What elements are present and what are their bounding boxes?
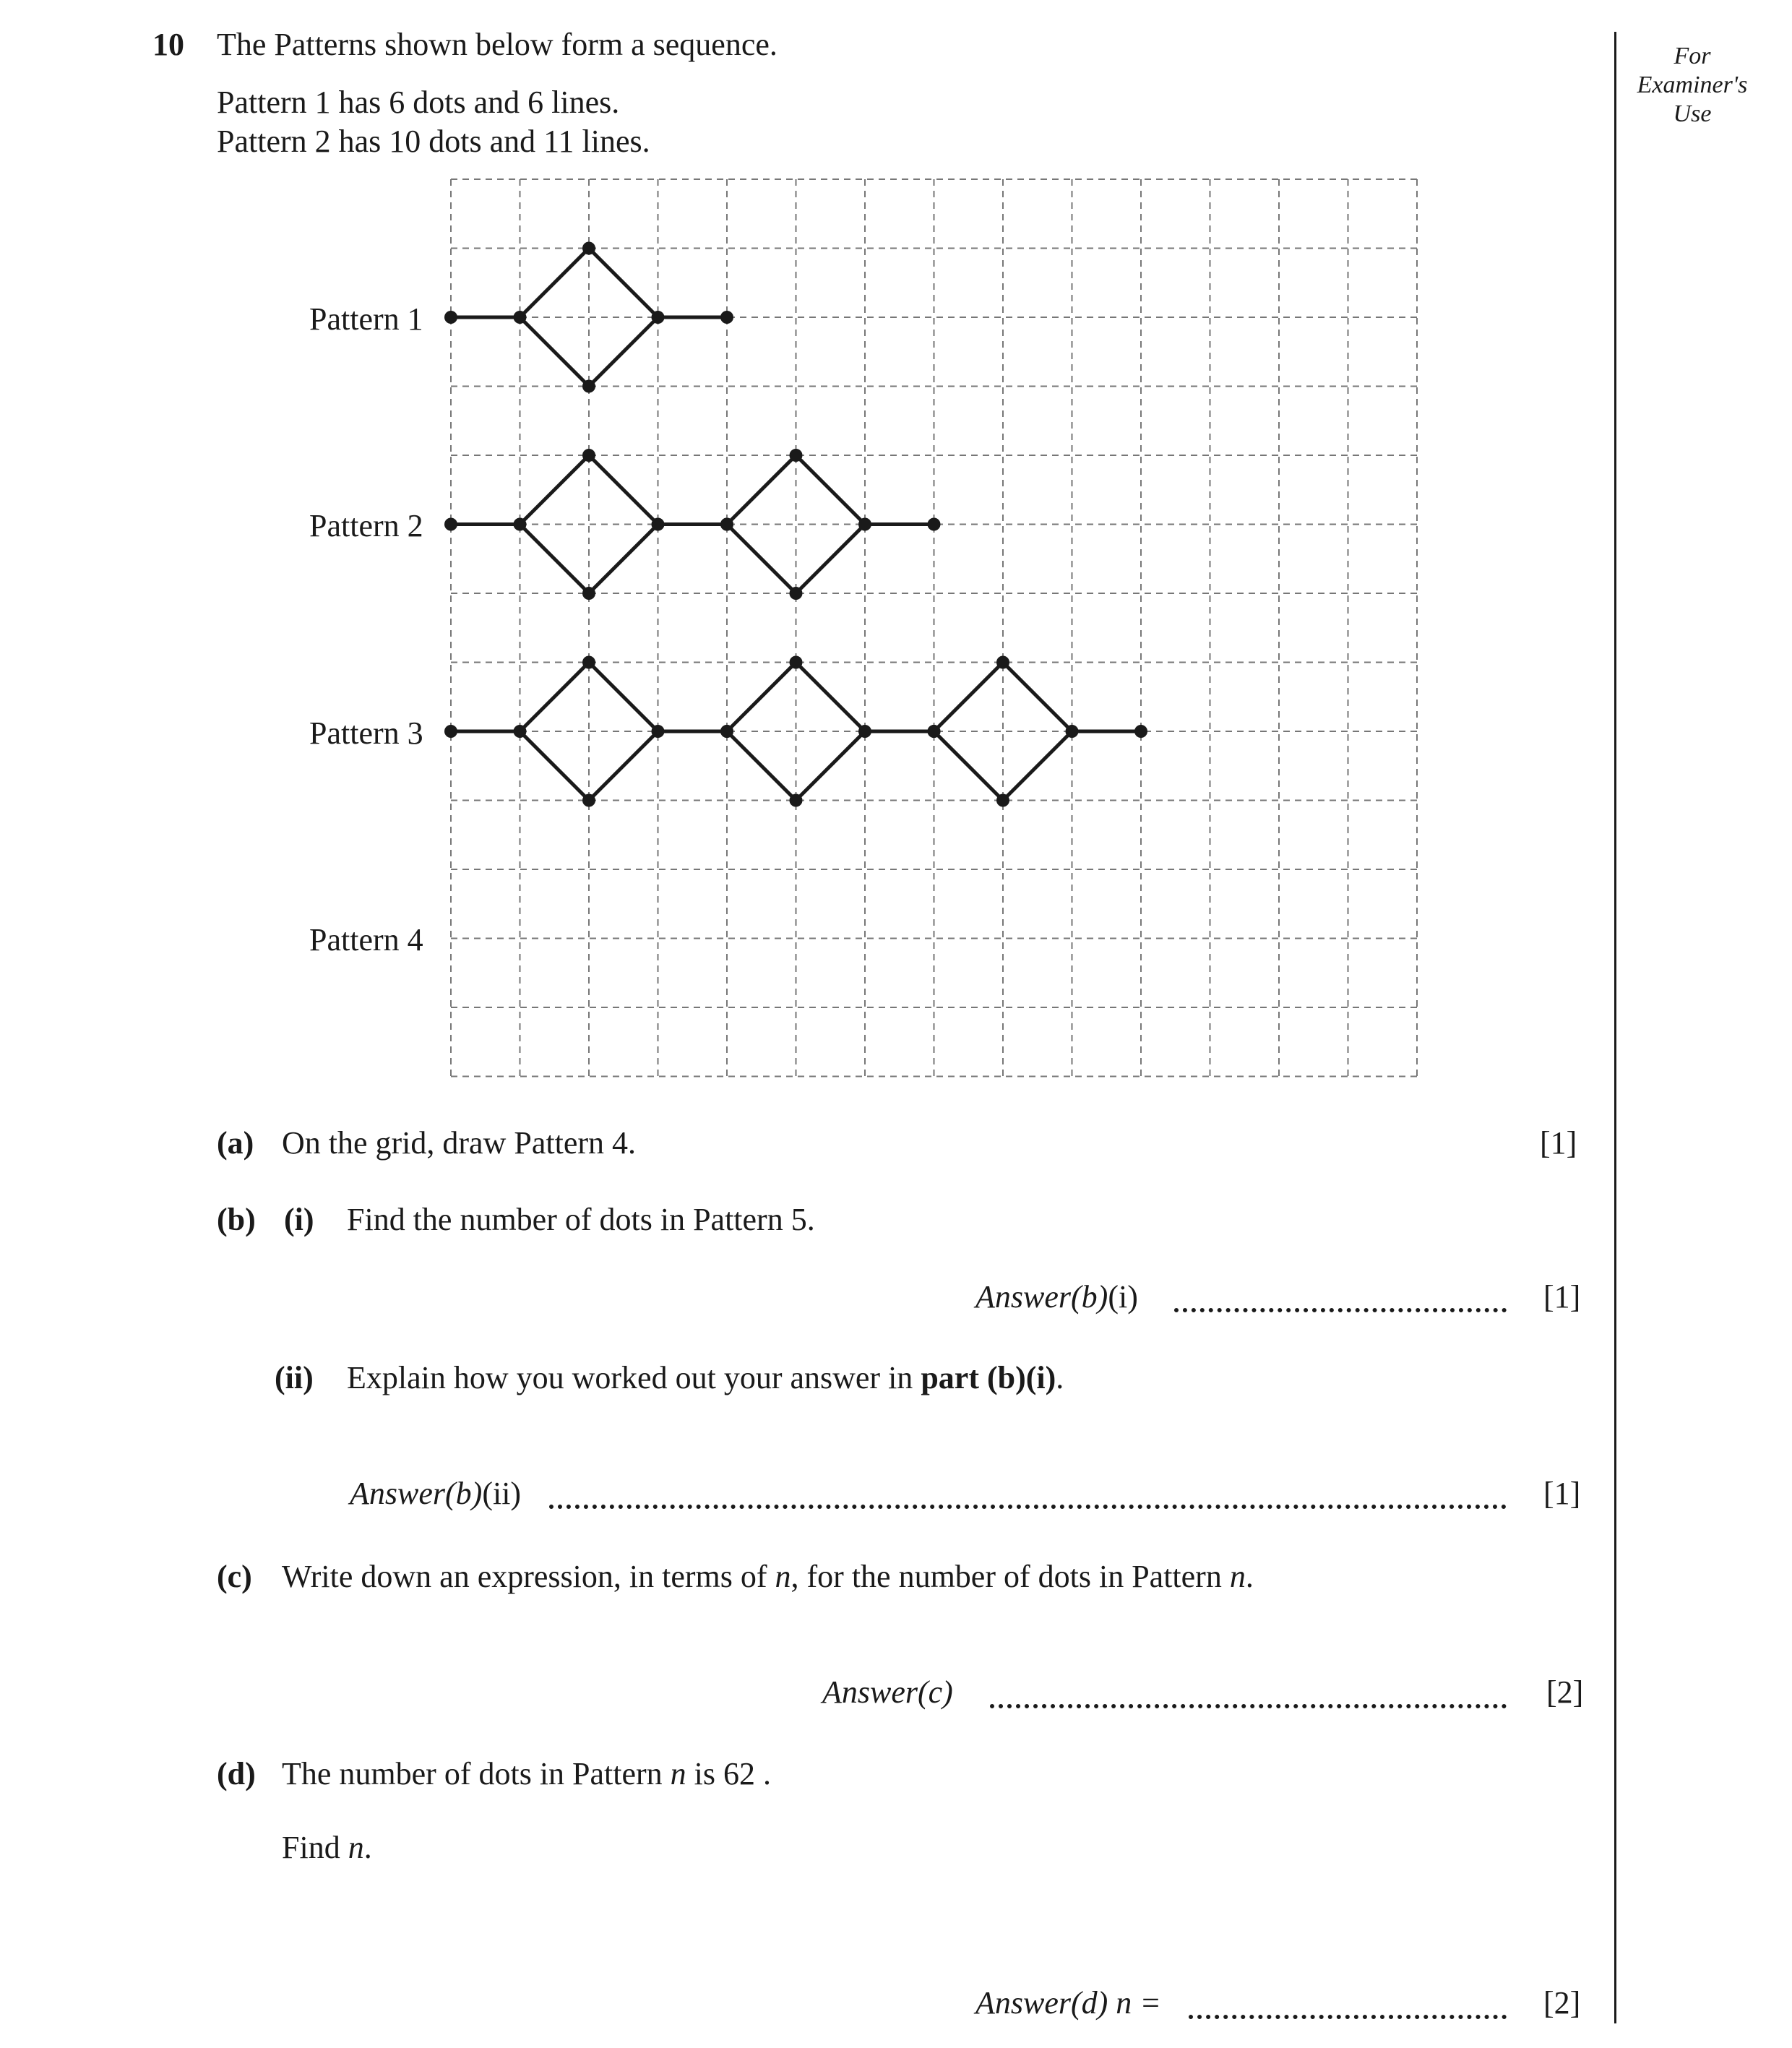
pattern-3-line: [796, 731, 866, 801]
part-b-ii-text: [347, 1362, 1064, 1394]
part-d-find-var: n: [348, 1830, 364, 1865]
part-c-text-2: , for the number of dots in Pattern: [791, 1559, 1230, 1594]
question-number: 10: [152, 27, 184, 62]
part-b-i-text: Find the number of dots in Pattern 5.: [347, 1202, 815, 1237]
pattern-2-dot: [444, 518, 457, 531]
pattern-3-line: [1003, 731, 1072, 801]
part-d-find: [282, 1832, 372, 1864]
pattern-2-dot: [582, 587, 595, 600]
part-c-text-3: .: [1245, 1559, 1254, 1594]
pattern-3-line: [589, 663, 658, 732]
pattern-2-dot: [790, 587, 803, 600]
pattern-1-dot: [514, 311, 527, 324]
pattern-2-line: [520, 455, 590, 525]
pattern-3-line: [520, 731, 590, 801]
part-a-text: On the grid, draw Pattern 4.: [282, 1125, 636, 1161]
pattern-2-line: [589, 525, 658, 594]
answer-c-label: Answer(c): [822, 1674, 953, 1710]
pattern-2-dot: [720, 518, 733, 531]
answer-b-ii-field[interactable]: [549, 1505, 1507, 1509]
part-b-ii-text-bold: part (b)(i): [921, 1360, 1056, 1395]
pattern-2-line: [727, 455, 796, 525]
pattern-2-dot: [790, 449, 803, 462]
answer-b-i-plain: (i): [1108, 1279, 1138, 1315]
pattern-3-dot: [720, 725, 733, 738]
examiner-line-1: For: [1673, 43, 1711, 69]
pattern-1-dot: [652, 311, 665, 324]
pattern-3-dot: [444, 725, 457, 738]
pattern-2-dot: [582, 449, 595, 462]
part-c-text: [282, 1561, 1254, 1593]
pattern-1-dot: [444, 311, 457, 324]
pattern-1-line: [589, 249, 658, 318]
part-b-ii-text-end: .: [1056, 1360, 1064, 1395]
part-b-ii-marks: [1]: [1543, 1476, 1581, 1511]
pattern-3-dot: [858, 725, 871, 738]
pattern-2-fact: Pattern 2 has 10 dots and 11 lines.: [217, 124, 650, 159]
pattern-3-dot: [582, 794, 595, 807]
part-a-label: (a): [217, 1125, 254, 1161]
examiner-line-3: Use: [1673, 100, 1712, 127]
pattern-3-line: [520, 663, 590, 732]
pattern-1-dot: [582, 242, 595, 255]
part-b-i-label: (i): [284, 1202, 314, 1237]
answer-d-field[interactable]: [1189, 2015, 1507, 2019]
pattern-2-line: [727, 525, 796, 594]
part-c-label: (c): [217, 1559, 252, 1594]
answer-b-i-italic: Answer(b): [975, 1279, 1108, 1315]
pattern-3-dot: [1066, 725, 1079, 738]
pattern-1-line: [520, 249, 590, 318]
pattern-2-line: [796, 525, 866, 594]
answer-c-field[interactable]: [990, 1704, 1507, 1708]
pattern-3-line: [934, 663, 1004, 732]
part-c-var-1: n: [775, 1559, 791, 1594]
pattern-4-label: Pattern 4: [309, 922, 423, 958]
part-d-find-end: .: [363, 1830, 372, 1865]
part-a-marks: [1]: [1540, 1125, 1577, 1161]
part-d-label: (d): [217, 1756, 256, 1791]
pattern-3-dot: [1134, 725, 1147, 738]
answer-d-label: Answer(d) n =: [975, 1985, 1161, 2021]
grid-lines: [451, 179, 1417, 1077]
pattern-2-line: [796, 455, 866, 525]
pattern-1-label: Pattern 1: [309, 301, 423, 337]
answer-b-ii-plain: (ii): [482, 1476, 522, 1511]
pattern-1-line: [520, 317, 590, 387]
examiner-line-2: Examiner's: [1637, 72, 1748, 98]
part-d-marks: [2]: [1543, 1985, 1581, 2021]
pattern-3-dot: [790, 794, 803, 807]
pattern-3-dot: [996, 794, 1009, 807]
answer-b-i-label: [975, 1281, 1138, 1313]
part-b-i-marks: [1]: [1543, 1279, 1581, 1315]
answer-b-ii-label: [350, 1478, 521, 1510]
question-intro: The Patterns shown below form a sequence.: [217, 27, 777, 62]
part-c-text-1: Write down an expression, in terms of: [282, 1559, 775, 1594]
pattern-3-dot: [514, 725, 527, 738]
pattern-2-dot: [928, 518, 941, 531]
pattern-2-line: [589, 455, 658, 525]
pattern-3-line: [934, 731, 1004, 801]
pattern-2-dot: [514, 518, 527, 531]
part-d-text: [282, 1758, 771, 1790]
part-d-text-2: is 62 .: [686, 1756, 772, 1791]
part-b-label: (b): [217, 1202, 256, 1237]
pattern-3-dot: [652, 725, 665, 738]
pattern-1-dot: [582, 380, 595, 393]
part-c-marks: [2]: [1546, 1674, 1584, 1710]
pattern-2-line: [520, 525, 590, 594]
part-d-find-text: Find: [282, 1830, 348, 1865]
pattern-3-line: [796, 663, 866, 732]
pattern-1-dot: [720, 311, 733, 324]
part-d-var: n: [670, 1756, 686, 1791]
part-c-var-2: n: [1229, 1559, 1246, 1594]
pattern-3-line: [1003, 663, 1072, 732]
pattern-1-line: [589, 317, 658, 387]
part-b-ii-label: (ii): [275, 1360, 314, 1395]
part-b-ii-text-main: Explain how you worked out your answer in: [347, 1360, 921, 1395]
pattern-3-dot: [790, 656, 803, 669]
pattern-3-dot: [996, 656, 1009, 669]
pattern-1-fact: Pattern 1 has 6 dots and 6 lines.: [217, 85, 620, 120]
pattern-3-dot: [928, 725, 941, 738]
pattern-2-dot: [652, 518, 665, 531]
pattern-3-line: [727, 731, 796, 801]
pattern-2-dot: [858, 518, 871, 531]
answer-b-i-field[interactable]: [1174, 1308, 1507, 1312]
answer-b-ii-italic: Answer(b): [350, 1476, 483, 1511]
pattern-2-label: Pattern 2: [309, 508, 423, 543]
pattern-3-label: Pattern 3: [309, 715, 423, 751]
part-d-text-1: The number of dots in Pattern: [282, 1756, 671, 1791]
pattern-3-dot: [582, 656, 595, 669]
pattern-3-line: [727, 663, 796, 732]
pattern-3-line: [589, 731, 658, 801]
